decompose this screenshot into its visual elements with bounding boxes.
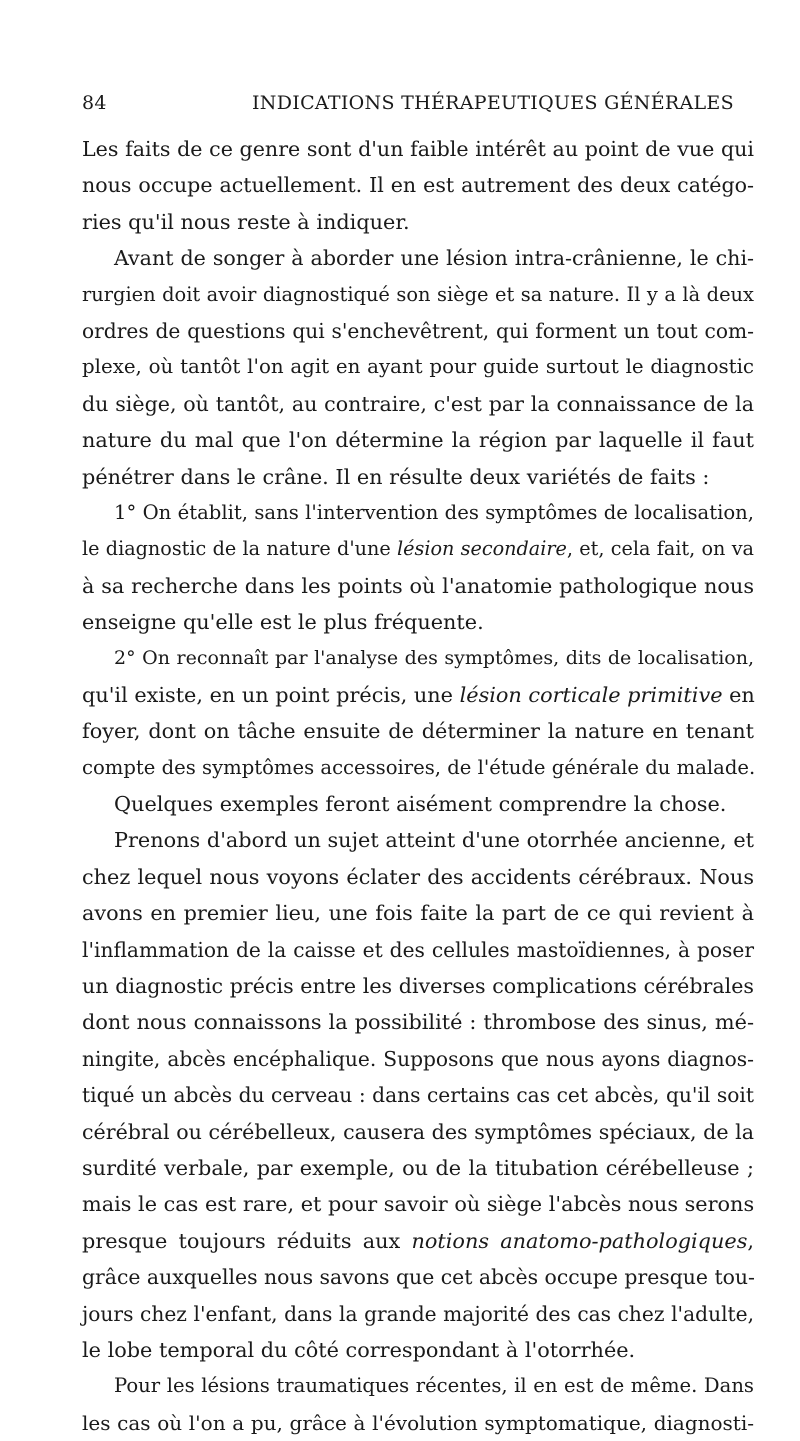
- text-line: Quelques exemples feront aisément comprendre la chose.: [114, 792, 727, 817]
- text-line: l'inflammation de la caisse et des cellules mastoïdiennes, à poser: [82, 937, 754, 962]
- text-line: chez lequel nous voyons éclater des accidents cérébraux. Nous: [82, 864, 754, 889]
- text-run: presque toujours réduits aux: [82, 1228, 412, 1253]
- text-line: nous occupe actuellement. Il en est autrement des deux catégo-: [82, 173, 754, 198]
- text-line: du siège, où tantôt, au contraire, c'est par la connaissance de la: [82, 391, 754, 416]
- text-line: foyer, dont on tâche ensuite de déterminer la nature en tenant: [82, 719, 754, 744]
- text-line: Prenons d'abord un sujet atteint d'une otorrhée ancienne, et: [114, 828, 754, 853]
- text-line: plexe, où tantôt l'on agit en ayant pour guide surtout le diagnostic: [82, 355, 754, 379]
- text-line: jours chez l'enfant, dans la grande majorité des cas chez l'adulte,: [82, 1301, 754, 1326]
- text-line: le lobe temporal du côté correspondant à l'otorrhée.: [82, 1337, 636, 1362]
- text-run: , et, cela fait, on va: [566, 537, 754, 561]
- running-title: INDICATIONS THÉRAPEUTIQUES GÉNÉRALES: [252, 92, 734, 114]
- text-line: surdité verbale, par exemple, ou de la titubation cérébelleuse ;: [82, 1155, 754, 1180]
- text-line: les cas où l'on a pu, grâce à l'évolution symptomatique, diagnosti-: [82, 1410, 754, 1435]
- text-line: avons en premier lieu, une fois faite la part de ce qui revient à: [82, 901, 754, 926]
- text-line: pénétrer dans le crâne. Il en résulte deux variétés de faits :: [82, 464, 710, 489]
- text-line: [82, 677, 754, 713]
- running-header: [82, 92, 754, 122]
- text-line: enseigne qu'elle est le plus fréquente.: [82, 610, 484, 635]
- text-run: ,: [747, 1228, 754, 1253]
- text-line: [82, 531, 754, 567]
- italic-term: notions anatomo-pathologiques: [411, 1228, 748, 1253]
- text-line: 1° On établit, sans l'intervention des symptômes de localisation,: [114, 500, 754, 524]
- text-line: rurgien doit avoir diagnostiqué son siège et sa nature. Il y a là deux: [82, 282, 754, 306]
- text-line: Pour les lésions traumatiques récentes, il en est de même. Dans: [114, 1374, 754, 1398]
- text-line: un diagnostic précis entre les diverses complications cérébrales: [82, 973, 754, 998]
- text-run: le diagnostic de la nature d'une: [82, 537, 397, 561]
- body-text: [82, 131, 754, 1441]
- text-line: cérébral ou cérébelleux, causera des symptômes spéciaux, de la: [82, 1119, 754, 1144]
- text-line: compte des symptômes accessoires, de l'étude générale du malade.: [82, 755, 756, 779]
- italic-term: lésion corticale primitive: [459, 682, 723, 707]
- text-line: Les faits de ce genre sont d'un faible intérêt au point de vue qui: [82, 137, 754, 161]
- page-number: 84: [82, 92, 107, 114]
- text-line: ries qu'il nous reste à indiquer.: [82, 209, 410, 234]
- text-line: ningite, abcès encéphalique. Supposons que nous ayons diagnos-: [82, 1046, 754, 1071]
- text-line: grâce auxquelles nous savons que cet abcès occupe presque tou-: [82, 1265, 755, 1290]
- text-line: ordres de questions qui s'enchevêtrent, qui forment un tout com-: [82, 318, 754, 343]
- text-line: dont nous connaissons la possibilité : thrombose des sinus, mé-: [82, 1010, 754, 1035]
- text-line: Avant de songer à aborder une lésion intra-crânienne, le chi-: [114, 246, 754, 271]
- text-line: [82, 1223, 754, 1259]
- text-line: mais le cas est rare, et pour savoir où siège l'abcès nous serons: [82, 1192, 755, 1217]
- text-line: à sa recherche dans les points où l'anatomie pathologique nous: [82, 573, 754, 598]
- text-run: qu'il existe, en un point précis, une: [82, 682, 460, 707]
- italic-term: lésion secondaire: [396, 537, 567, 561]
- text-run: en: [722, 682, 755, 707]
- text-line: tiqué un abcès du cerveau : dans certains cas cet abcès, qu'il soit: [82, 1083, 754, 1108]
- text-line: 2° On reconnaît par l'analyse des symptômes, dits de localisation,: [114, 647, 754, 670]
- text-line: nature du mal que l'on détermine la région par laquelle il faut: [82, 428, 754, 453]
